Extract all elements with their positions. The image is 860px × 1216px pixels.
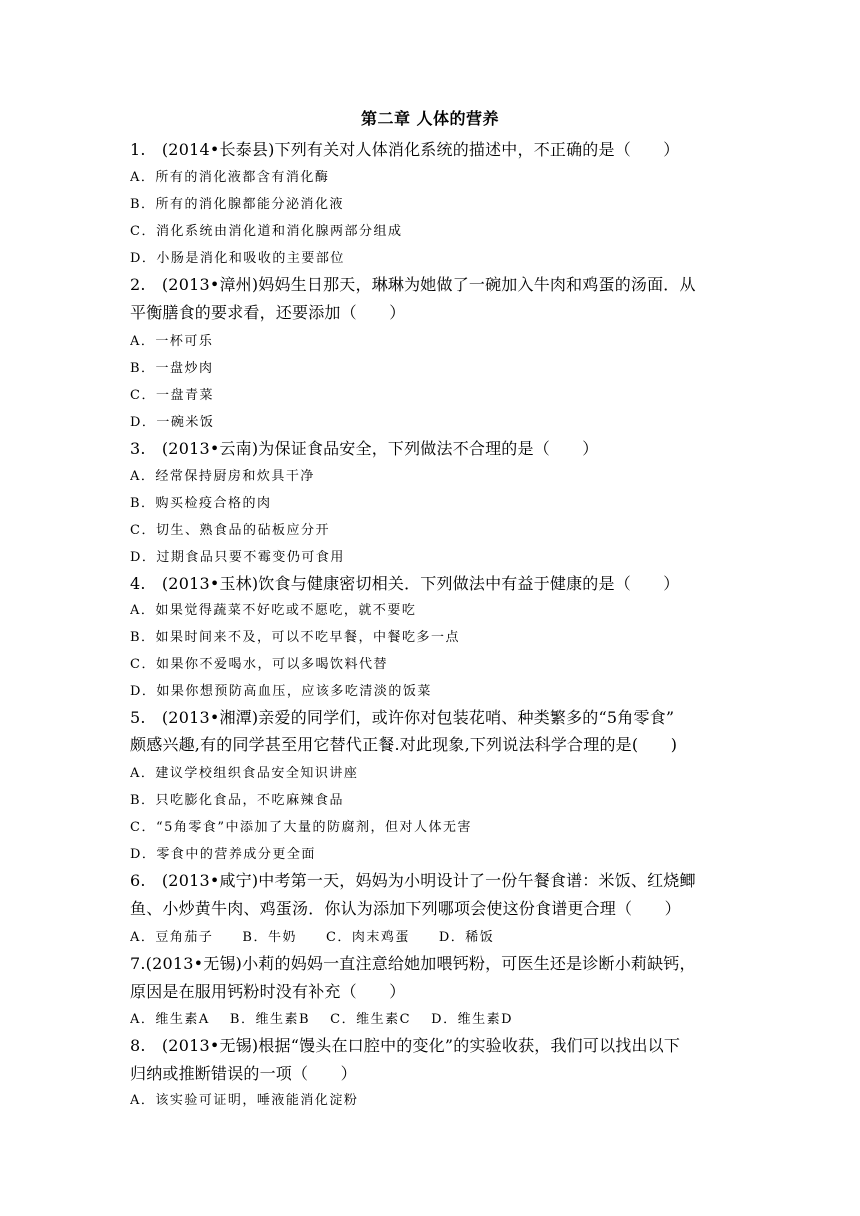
question-stem-line: 3. (2013•云南)为保证食品安全，下列做法不合理的是（ ）	[130, 439, 599, 458]
question-stem-line: 1. (2014•长泰县)下列有关对人体消化系统的描述中，不正确的是（ ）	[130, 140, 680, 159]
answer-option: C．“5角零食”中添加了大量的防腐剂，但对人体无害	[130, 820, 473, 835]
question-stem-line: 原因是在服用钙粉时没有补充（ ）	[130, 982, 406, 1001]
answer-option: C．如果你不爱喝水，可以多喝饮料代替	[130, 657, 388, 672]
answer-option: A．经常保持厨房和炊具干净	[130, 469, 315, 484]
question-stem-line: 6. (2013•咸宁)中考第一天，妈妈为小明设计了一份午餐食谱：米饭、红烧鲫	[130, 871, 696, 890]
answer-option: D．如果你想预防高血压，应该多吃清淡的饭菜	[130, 684, 432, 699]
question-stem-line: 4. (2013•玉林)饮食与健康密切相关．下列做法中有益于健康的是（ ）	[130, 574, 680, 593]
answer-option: B．只吃膨化食品，不吃麻辣食品	[130, 793, 345, 808]
answer-option: A．建议学校组织食品安全知识讲座	[130, 766, 359, 781]
answer-option: D．一碗米饭	[130, 415, 215, 430]
question-stem-line: 平衡膳食的要求看，还要添加（ ）	[130, 303, 406, 322]
answer-option: C．切生、熟食品的砧板应分开	[130, 523, 330, 538]
answer-option: B．如果时间来不及，可以不吃早餐，中餐吃多一点	[130, 630, 461, 645]
question-stem-line: 7.(2013•无锡)小莉的妈妈一直注意给她加喂钙粉，可医生还是诊断小莉缺钙，	[130, 954, 696, 973]
answer-option: D．零食中的营养成分更全面	[130, 847, 316, 862]
answer-option: A．一杯可乐	[130, 334, 214, 349]
answer-option: A．如果觉得蔬菜不好吃或不愿吃，就不要吃	[130, 603, 417, 618]
answer-option: A．所有的消化液都含有消化酶	[130, 170, 330, 185]
answer-option: A．豆角茄子 B．牛奶 C．肉末鸡蛋 D．稀饭	[130, 930, 495, 945]
chapter-title: 第二章 人体的营养	[360, 109, 500, 128]
answer-option: A．维生素A B．维生素B C．维生素C D．维生素D	[130, 1012, 514, 1027]
answer-option: D．小肠是消化和吸收的主要部位	[130, 251, 345, 266]
question-stem-line: 2. (2013•漳州)妈妈生日那天，琳琳为她做了一碗加入牛肉和鸡蛋的汤面．从	[130, 275, 696, 294]
answer-option: B．所有的消化腺都能分泌消化液	[130, 197, 345, 212]
answer-option: B．一盘炒肉	[130, 361, 214, 376]
answer-option: C．一盘青菜	[130, 388, 214, 403]
answer-option: B．购买检疫合格的肉	[130, 496, 272, 511]
answer-option: D．过期食品只要不霉变仍可食用	[130, 550, 345, 565]
question-stem-line: 鱼、小炒黄牛肉、鸡蛋汤．你认为添加下列哪项会使这份食谱更合理（ ）	[130, 899, 681, 918]
question-stem-line: 归纳或推断错误的一项（ ）	[130, 1064, 357, 1083]
answer-option: C．消化系统由消化道和消化腺两部分组成	[130, 224, 403, 239]
question-stem-line: 颇感兴趣,有的同学甚至用它替代正餐.对此现象,下列说法科学合理的是( )	[130, 735, 678, 754]
question-stem-line: 8. (2013•无锡)根据“馒头在口腔中的变化”的实验收获，我们可以找出以下	[130, 1036, 681, 1055]
answer-option: A．该实验可证明，唾液能消化淀粉	[130, 1093, 359, 1108]
question-stem-line: 5. (2013•湘潭)亲爱的同学们，或许你对包装花哨、种类繁多的“5角零食”	[130, 708, 675, 727]
